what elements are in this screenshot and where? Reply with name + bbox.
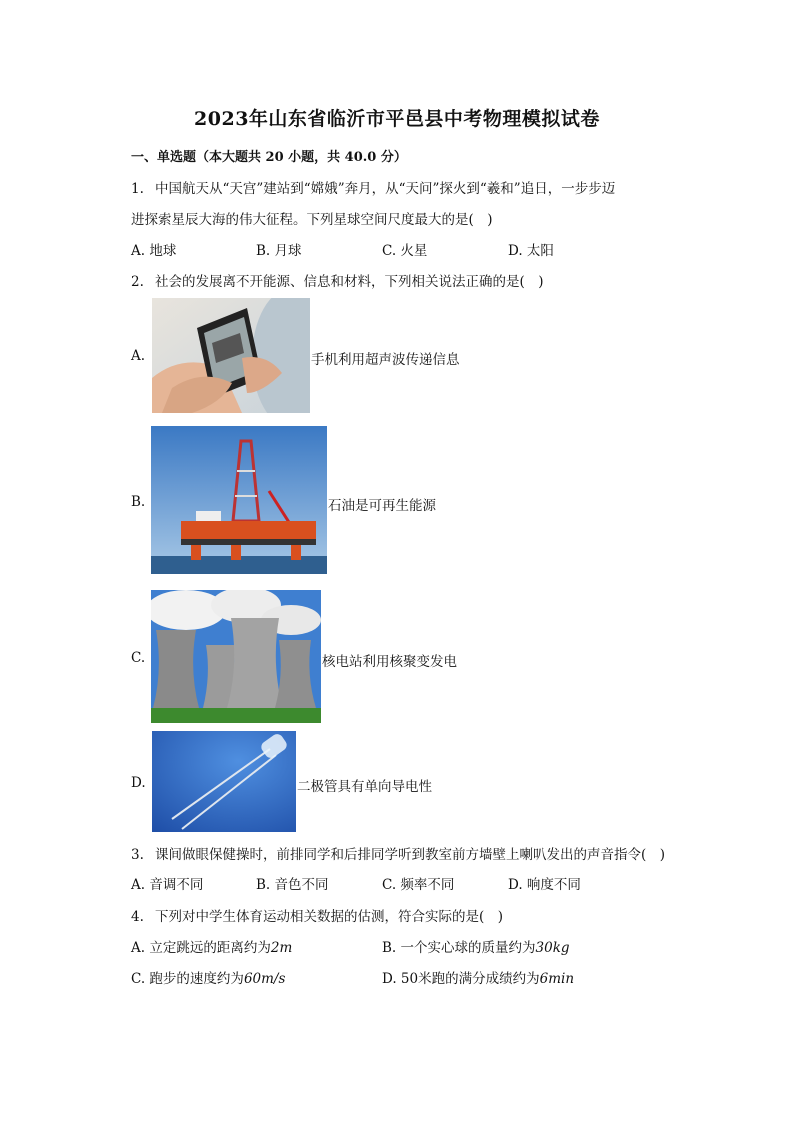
q4-option-b[interactable]	[382, 936, 570, 956]
option-value: 30	[535, 940, 553, 956]
option-value: 2	[270, 940, 280, 956]
q2-option-d-text: 二极管具有单向导电性	[297, 779, 432, 795]
cooling-tower-photo-icon	[151, 590, 321, 723]
option-unit: kg	[552, 940, 570, 956]
option-unit: min	[548, 971, 575, 987]
q4-option-a[interactable]	[131, 936, 292, 956]
question-1-line-2: 进探索星辰大海的伟大征程。下列星球空间尺度最大的是( )	[131, 212, 493, 228]
option-text: B. 一个实心球的质量约为	[382, 940, 536, 956]
page-title: 2023年山东省临沂市平邑县中考物理模拟试卷	[194, 108, 600, 130]
question-number: 4.	[131, 909, 144, 925]
q2-option-c-text: 核电站利用核聚变发电	[322, 654, 457, 670]
q4-option-c[interactable]	[131, 967, 285, 987]
q1-option-a[interactable]: A. 地球	[131, 243, 177, 259]
q2-option-c-label[interactable]: C.	[131, 650, 146, 666]
q1-option-d[interactable]: D. 太阳	[508, 243, 554, 259]
phone-photo-icon	[152, 298, 310, 413]
q2-option-a-text: 手机利用超声波传递信息	[311, 352, 460, 368]
question-4-line	[131, 905, 503, 925]
question-1-line-1	[131, 177, 615, 197]
q2-option-b-text: 石油是可再生能源	[328, 498, 436, 514]
question-text: 下列对中学生体育运动相关数据的估测，符合实际的是( )	[155, 909, 504, 925]
q3-option-c[interactable]: C. 频率不同	[382, 877, 455, 893]
option-value: 60	[243, 971, 262, 987]
question-text: 中国航天从“天宫”建站到“嫦娥”奔月，从“天问”探火到“羲和”追日，一步步迈	[155, 181, 616, 197]
q1-option-b[interactable]: B. 月球	[256, 243, 302, 259]
q3-option-d[interactable]: D. 响度不同	[508, 877, 581, 893]
q2-option-a-label[interactable]: A.	[131, 348, 146, 364]
q2-option-b-label[interactable]: B.	[131, 494, 146, 510]
q4-option-d[interactable]	[382, 967, 574, 987]
q2-option-d-label[interactable]: D.	[131, 775, 146, 791]
question-text: 课间做眼保健操时，前排同学和后排同学听到教室前方墙壁上喇叭发出的声音指令( )	[155, 847, 666, 863]
section-heading: 一、单选题（本大题共 20 小题，共 40.0 分）	[131, 150, 407, 165]
option-value: 6	[539, 971, 549, 987]
question-text: 社会的发展离不开能源、信息和材料，下列相关说法正确的是( )	[155, 274, 544, 290]
q3-option-b[interactable]: B. 音色不同	[256, 877, 329, 893]
q1-option-c[interactable]: C. 火星	[382, 243, 428, 259]
option-text: A. 立定跳远的距离约为	[131, 940, 271, 956]
option-unit: m/s	[261, 971, 286, 987]
option-unit: m	[279, 940, 293, 956]
question-2-line	[131, 270, 544, 290]
q3-option-a[interactable]: A. 音调不同	[131, 877, 204, 893]
question-3-line	[131, 843, 665, 863]
led-diode-photo-icon	[152, 731, 296, 832]
question-number: 2.	[131, 274, 144, 290]
question-number: 3.	[131, 847, 144, 863]
question-number: 1.	[131, 181, 144, 197]
oil-rig-photo-icon	[151, 426, 327, 574]
option-text: D. 50米跑的满分成绩约为	[382, 971, 540, 987]
option-text: C. 跑步的速度约为	[131, 971, 244, 987]
